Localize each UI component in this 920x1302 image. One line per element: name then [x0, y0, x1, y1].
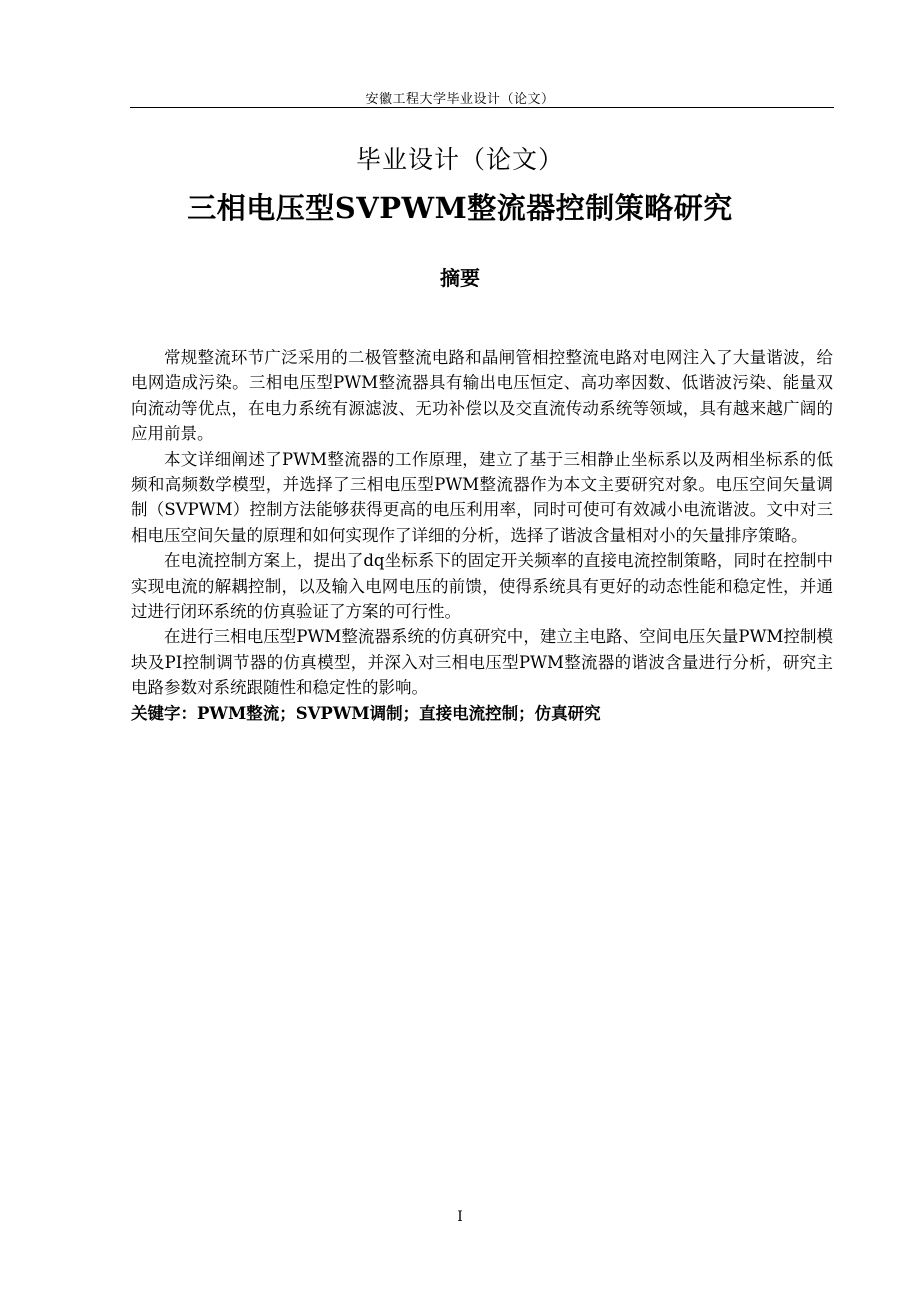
abstract-heading: 摘要 — [440, 266, 480, 290]
keywords-line: 关键字：PWM整流；SVPWM调制；直接电流控制；仿真研究 — [131, 703, 601, 723]
abstract-paragraph-2: 本文详细阐述了PWM整流器的工作原理，建立了基于三相静止坐标系以及两相坐标系的低频和高频数学模型，并选择了三相电压型PWM整流器作为本文主要研究对象。电压空间矢量调制（SVPWM）控制方法能够获得更高的电压利用率，同时可使可有效减小电流谐波。文中对三相电压空间矢量的原理和如何实现作了详细的分析，选择了谐波含量相对小的矢量排序策略。 — [131, 449, 833, 545]
running-header: 安徽工程大学毕业设计（论文） — [365, 92, 555, 107]
abstract-body — [131, 345, 833, 726]
page-number: I — [457, 1209, 463, 1225]
abstract-paragraph-3: 在电流控制方案上，提出了dq坐标系下的固定开关频率的直接电流控制策略，同时在控制中实现电流的解耦控制，以及输入电网电压的前馈，使得系统具有更好的动态性能和稳定性，并通过进行闭环系统的仿真验证了方案的可行性。 — [131, 551, 833, 622]
header-rule — [130, 107, 834, 108]
abstract-paragraph-4: 在进行三相电压型PWM整流器系统的仿真研究中，建立主电路、空间电压矢量PWM控制模块及PI控制调节器的仿真模型，并深入对三相电压型PWM整流器的谐波含量进行分析，研究主电路参数对系统跟随性和稳定性的影响。 — [131, 627, 833, 698]
thesis-title: 三相电压型SVPWM整流器控制策略研究 — [187, 191, 733, 225]
thesis-subtitle: 毕业设计（论文） — [355, 145, 564, 174]
abstract-paragraph-1: 常规整流环节广泛采用的二极管整流电路和晶闸管相控整流电路对电网注入了大量谐波，给电网造成污染。三相电压型PWM整流器具有输出电压恒定、高功率因数、低谐波污染、能量双向流动等优点，在电力系统有源滤波、无功补偿以及交直流传动系统等领域，具有越来越广阔的应用前景。 — [131, 348, 833, 444]
